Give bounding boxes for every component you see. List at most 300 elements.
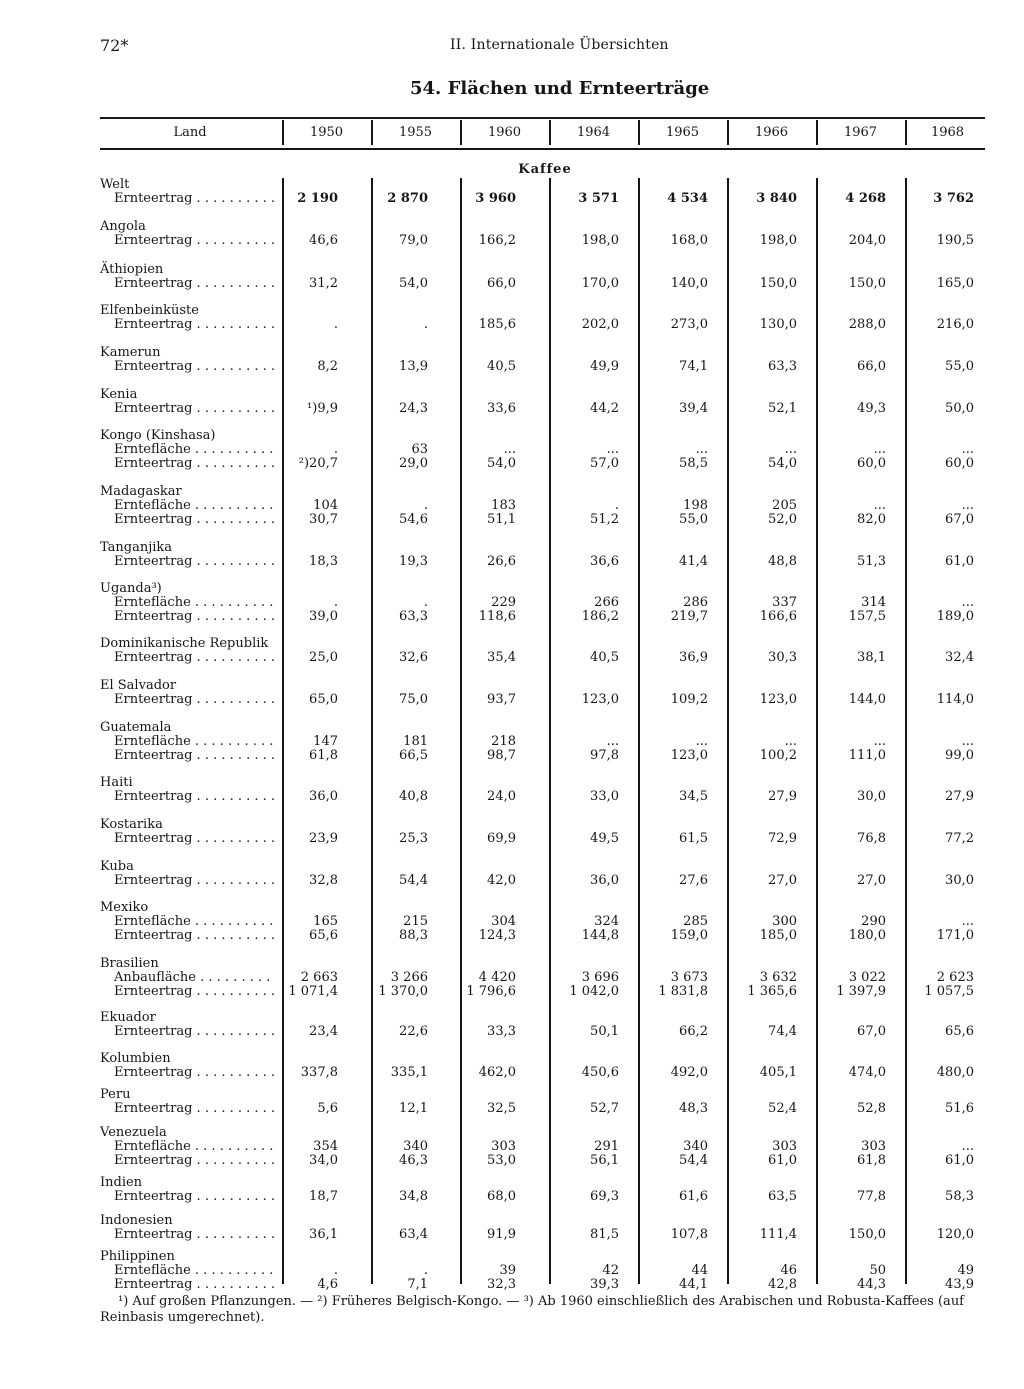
page-number: 72* [100, 36, 129, 55]
header-column-separator [371, 120, 373, 145]
country-name: Tanganjika [100, 540, 173, 555]
table-cell: 52,7 [590, 1101, 619, 1116]
measure-label [114, 735, 274, 749]
table-cell: 300 [772, 914, 797, 929]
table-cell: 1 796,6 [466, 984, 516, 999]
table-cell: 39,4 [679, 401, 708, 416]
country-name: Welt [100, 177, 130, 192]
table-cell: 288,0 [848, 317, 886, 332]
table-cell: 63,5 [768, 1189, 797, 1204]
table-cell: 165 [313, 914, 338, 929]
table-cell: 340 [403, 1139, 428, 1154]
header-column-separator [905, 120, 907, 145]
table-cell: 44,3 [857, 1277, 886, 1292]
table-cell: 66,0 [487, 276, 516, 291]
table-cell: ... [961, 442, 974, 457]
table-cell: 1 057,5 [924, 984, 974, 999]
table-cell: 354 [313, 1139, 338, 1154]
table-cell: 202,0 [581, 317, 619, 332]
table-cell: 79,0 [399, 233, 428, 248]
table-cell: 1 397,9 [836, 984, 886, 999]
body-column-separator [905, 178, 907, 1284]
country-name: Angola [100, 219, 146, 234]
table-cell: ... [695, 734, 708, 749]
table-cell: ... [784, 734, 797, 749]
table-cell: 36,0 [590, 873, 619, 888]
table-cell: 22,6 [399, 1024, 428, 1039]
table-cell: 303 [861, 1139, 886, 1154]
table-cell: 1 071,4 [288, 984, 338, 999]
country-name: Kongo (Kinshasa) [100, 428, 216, 443]
measure-label-text: Ernteertrag [114, 513, 193, 527]
table-cell: 57,0 [590, 456, 619, 471]
header-column-separator [460, 120, 462, 145]
measure-label [114, 1228, 274, 1242]
table-cell: 1 365,6 [747, 984, 797, 999]
table-cell: 30,7 [309, 512, 338, 527]
table-cell: 304 [491, 914, 516, 929]
column-header-year: 1967 [843, 125, 878, 140]
table-cell: 150,0 [759, 276, 797, 291]
table-cell: 36,6 [590, 554, 619, 569]
table-cell: 8,2 [317, 359, 338, 374]
table-cell: 337 [772, 595, 797, 610]
measure-label [114, 402, 274, 416]
table-cell: 52,1 [768, 401, 797, 416]
table-cell: 109,2 [670, 692, 708, 707]
table-cell: 48,8 [768, 554, 797, 569]
table-cell: ... [784, 442, 797, 457]
section-title: II. Internationale Übersichten [450, 37, 669, 53]
table-cell: ... [503, 442, 516, 457]
measure-label [114, 915, 274, 929]
body-column-separator [371, 178, 373, 1284]
body-column-separator [727, 178, 729, 1284]
table-cell: 462,0 [478, 1065, 516, 1080]
country-name: Brasilien [100, 956, 159, 971]
table-top-rule [100, 117, 985, 119]
table-cell: . [333, 1263, 338, 1278]
table-cell: 25,3 [399, 831, 428, 846]
table-cell: 29,0 [399, 456, 428, 471]
table-cell: 65,6 [309, 928, 338, 943]
table-cell: 34,5 [679, 789, 708, 804]
table-cell: ... [873, 498, 886, 513]
table-cell: 74,1 [679, 359, 708, 374]
column-header-land: Land [173, 125, 207, 140]
table-cell: 2 190 [297, 191, 338, 206]
table-cell: 40,5 [487, 359, 516, 374]
table-cell: 55,0 [945, 359, 974, 374]
table-cell: 39,3 [590, 1277, 619, 1292]
table-cell: 53,0 [487, 1153, 516, 1168]
table-cell: 218 [491, 734, 516, 749]
measure-label-text: Ernteertrag [114, 832, 193, 846]
table-cell: 3 266 [390, 970, 428, 985]
table-cell: 33,0 [590, 789, 619, 804]
table-cell: 168,0 [670, 233, 708, 248]
table-cell: 82,0 [857, 512, 886, 527]
table-cell: 3 696 [581, 970, 619, 985]
country-name: Venezuela [100, 1125, 167, 1140]
table-cell: 157,5 [848, 609, 886, 624]
table-cell: 144,8 [581, 928, 619, 943]
measure-label-text: Ernteertrag [114, 192, 193, 206]
table-cell: 205 [772, 498, 797, 513]
measure-label-text: Ernteertrag [114, 874, 193, 888]
table-cell: 41,4 [679, 554, 708, 569]
table-cell: 49,9 [590, 359, 619, 374]
table-cell: 61,0 [945, 1153, 974, 1168]
table-cell: 30,0 [857, 789, 886, 804]
table-cell: 180,0 [848, 928, 886, 943]
table-cell: 123,0 [670, 748, 708, 763]
header-column-separator [549, 120, 551, 145]
table-cell: 1 831,8 [658, 984, 708, 999]
table-cell: 23,9 [309, 831, 338, 846]
table-cell: ... [873, 442, 886, 457]
table-cell: 166,2 [478, 233, 516, 248]
column-header-year: 1964 [576, 125, 611, 140]
measure-label [114, 985, 274, 999]
body-column-separator [816, 178, 818, 1284]
table-cell: 181 [403, 734, 428, 749]
table-cell: 75,0 [399, 692, 428, 707]
table-cell: 27,9 [768, 789, 797, 804]
table-cell: 42,8 [768, 1277, 797, 1292]
country-name: Ekuador [100, 1010, 156, 1025]
table-cell: . [333, 317, 338, 332]
table-cell: 104 [313, 498, 338, 513]
table-cell: 49,3 [857, 401, 886, 416]
measure-label-text: Ernteertrag [114, 1190, 193, 1204]
table-cell: 97,8 [590, 748, 619, 763]
measure-label-text: Ernteertrag [114, 277, 193, 291]
table-cell: 7,1 [407, 1277, 428, 1292]
country-name: Kamerun [100, 345, 161, 360]
table-cell: 77,8 [857, 1189, 886, 1204]
measure-label [114, 318, 274, 332]
table-cell: 2 663 [300, 970, 338, 985]
table-cell: 324 [594, 914, 619, 929]
measure-label-text: Erntefläche [114, 596, 191, 610]
table-cell: 46,3 [399, 1153, 428, 1168]
table-cell: ²)20,7 [298, 456, 338, 471]
measure-label-text: Erntefläche [114, 915, 191, 929]
table-cell: 54,6 [399, 512, 428, 527]
table-cell: 480,0 [936, 1065, 974, 1080]
table-cell: 111,4 [759, 1227, 797, 1242]
table-cell: 123,0 [759, 692, 797, 707]
column-header-year: 1968 [930, 125, 965, 140]
table-cell: 3 840 [756, 191, 797, 206]
table-cell: 61,8 [857, 1153, 886, 1168]
country-name: Indien [100, 1175, 143, 1190]
header-column-separator [282, 120, 284, 145]
table-cell: ... [873, 734, 886, 749]
table-cell: 186,2 [581, 609, 619, 624]
table-cell: 3 762 [933, 191, 974, 206]
table-cell: 66,0 [857, 359, 886, 374]
table-cell: 56,1 [590, 1153, 619, 1168]
table-cell: 2 623 [936, 970, 974, 985]
table-cell: 74,4 [768, 1024, 797, 1039]
table-cell: 100,2 [759, 748, 797, 763]
table-cell: 42 [602, 1263, 619, 1278]
table-cell: 1 370,0 [378, 984, 428, 999]
table-cell: 32,5 [487, 1101, 516, 1116]
table-cell: 77,2 [945, 831, 974, 846]
country-name: Madagaskar [100, 484, 182, 499]
table-cell: 60,0 [857, 456, 886, 471]
table-cell: 107,8 [670, 1227, 708, 1242]
table-cell: 26,6 [487, 554, 516, 569]
table-cell: 340 [683, 1139, 708, 1154]
measure-label-text: Ernteertrag [114, 1278, 193, 1292]
table-cell: ... [961, 595, 974, 610]
header-column-separator [638, 120, 640, 145]
table-cell: . [423, 1263, 428, 1278]
table-cell: 189,0 [936, 609, 974, 624]
body-column-separator [282, 178, 284, 1284]
measure-label [114, 457, 274, 471]
table-cell: 34,0 [309, 1153, 338, 1168]
measure-label [114, 277, 274, 291]
table-cell: ... [606, 442, 619, 457]
table-cell: 61,8 [309, 748, 338, 763]
measure-label-text: Ernteertrag [114, 1154, 193, 1168]
table-cell: 72,9 [768, 831, 797, 846]
table-cell: 291 [594, 1139, 619, 1154]
table-cell: 198,0 [581, 233, 619, 248]
table-cell: 63,3 [768, 359, 797, 374]
table-cell: 124,3 [478, 928, 516, 943]
table-cell: 60,0 [945, 456, 974, 471]
table-cell: 273,0 [670, 317, 708, 332]
table-cell: 66,2 [679, 1024, 708, 1039]
table-cell: ... [961, 498, 974, 513]
table-cell: 5,6 [317, 1101, 338, 1116]
table-cell: 25,0 [309, 650, 338, 665]
measure-label [114, 1190, 274, 1204]
table-cell: 44,1 [679, 1277, 708, 1292]
measure-label-text: Ernteertrag [114, 1025, 193, 1039]
column-header-year: 1965 [665, 125, 700, 140]
table-cell: 50 [869, 1263, 886, 1278]
table-cell: 58,3 [945, 1189, 974, 1204]
table-cell: 65,0 [309, 692, 338, 707]
table-cell: 61,0 [945, 554, 974, 569]
table-cell: 67,0 [945, 512, 974, 527]
measure-label-text: Ernteertrag [114, 693, 193, 707]
measure-label-text: Ernteertrag [114, 790, 193, 804]
table-cell: 63,4 [399, 1227, 428, 1242]
measure-label [114, 555, 274, 569]
table-cell: 69,9 [487, 831, 516, 846]
table-cell: 216,0 [936, 317, 974, 332]
table-cell: . [333, 595, 338, 610]
measure-label [114, 360, 274, 374]
measure-label [114, 1264, 274, 1278]
table-cell: 68,0 [487, 1189, 516, 1204]
table-cell: 171,0 [936, 928, 974, 943]
table-cell: 13,9 [399, 359, 428, 374]
measure-label-text: Ernteertrag [114, 457, 193, 471]
measure-label-text: Anbaufläche [114, 971, 196, 985]
table-cell: 190,5 [936, 233, 974, 248]
table-cell: 114,0 [936, 692, 974, 707]
table-cell: 285 [683, 914, 708, 929]
table-cell: 12,1 [399, 1101, 428, 1116]
country-name: Uganda³) [100, 581, 162, 596]
measure-label [114, 596, 274, 610]
table-cell: 166,6 [759, 609, 797, 624]
measure-label [114, 234, 274, 248]
table-cell: . [614, 498, 619, 513]
table-cell: 4 420 [478, 970, 516, 985]
table-cell: 40,8 [399, 789, 428, 804]
measure-label-text: Ernteertrag [114, 234, 193, 248]
table-cell: 111,0 [848, 748, 886, 763]
table-cell: 30,0 [945, 873, 974, 888]
table-cell: 54,4 [399, 873, 428, 888]
measure-label-text: Erntefläche [114, 443, 191, 457]
table-cell: 165,0 [936, 276, 974, 291]
body-column-separator [638, 178, 640, 1284]
body-column-separator [460, 178, 462, 1284]
table-cell: 18,7 [309, 1189, 338, 1204]
table-cell: 405,1 [759, 1065, 797, 1080]
table-cell: 55,0 [679, 512, 708, 527]
table-cell: 54,4 [679, 1153, 708, 1168]
table-cell: 19,3 [399, 554, 428, 569]
table-cell: ... [961, 734, 974, 749]
measure-label-text: Ernteertrag [114, 318, 193, 332]
table-cell: 150,0 [848, 1227, 886, 1242]
measure-label-text: Erntefläche [114, 735, 191, 749]
table-cell: 144,0 [848, 692, 886, 707]
measure-label-text: Ernteertrag [114, 1066, 193, 1080]
table-cell: 32,6 [399, 650, 428, 665]
table-cell: 2 870 [387, 191, 428, 206]
table-cell: 43,9 [945, 1277, 974, 1292]
table-cell: 32,8 [309, 873, 338, 888]
table-cell: 91,9 [487, 1227, 516, 1242]
table-cell: 93,7 [487, 692, 516, 707]
table-cell: 24,0 [487, 789, 516, 804]
country-name: Haiti [100, 775, 133, 790]
table-cell: 65,6 [945, 1024, 974, 1039]
table-cell: 120,0 [936, 1227, 974, 1242]
table-cell: 3 673 [670, 970, 708, 985]
country-name: Kenia [100, 387, 138, 402]
country-name: Philippinen [100, 1249, 175, 1264]
table-cell: 335,1 [390, 1065, 428, 1080]
table-cell: 38,1 [857, 650, 886, 665]
table-cell: 33,3 [487, 1024, 516, 1039]
table-cell: 40,5 [590, 650, 619, 665]
table-cell: ... [961, 1139, 974, 1154]
table-cell: 39,0 [309, 609, 338, 624]
table-cell: 66,5 [399, 748, 428, 763]
table-cell: 170,0 [581, 276, 619, 291]
country-name: Peru [100, 1087, 131, 1102]
table-cell: 42,0 [487, 873, 516, 888]
table-cell: 266 [594, 595, 619, 610]
table-cell: 185,6 [478, 317, 516, 332]
table-cell: 4,6 [317, 1277, 338, 1292]
measure-label [114, 192, 274, 206]
table-cell: 61,5 [679, 831, 708, 846]
table-cell: 18,3 [309, 554, 338, 569]
table-cell: 61,0 [768, 1153, 797, 1168]
table-cell: 118,6 [478, 609, 516, 624]
table-cell: 140,0 [670, 276, 708, 291]
table-cell: 1 042,0 [569, 984, 619, 999]
table-cell: 474,0 [848, 1065, 886, 1080]
measure-label [114, 1154, 274, 1168]
table-cell: ... [961, 914, 974, 929]
table-cell: 286 [683, 595, 708, 610]
table-cell: 81,5 [590, 1227, 619, 1242]
table-cell: 32,4 [945, 650, 974, 665]
table-cell: 27,9 [945, 789, 974, 804]
measure-label [114, 874, 274, 888]
table-cell: 50,1 [590, 1024, 619, 1039]
table-cell: 198,0 [759, 233, 797, 248]
table-header-rule [100, 148, 985, 150]
measure-label [114, 1025, 274, 1039]
table-cell: 123,0 [581, 692, 619, 707]
measure-label-text: Ernteertrag [114, 929, 193, 943]
table-cell: 219,7 [670, 609, 708, 624]
table-cell: 52,4 [768, 1101, 797, 1116]
measure-label-text: Ernteertrag [114, 985, 193, 999]
country-name: Kuba [100, 859, 134, 874]
table-cell: 27,0 [857, 873, 886, 888]
table-cell: ... [695, 442, 708, 457]
measure-label [114, 832, 274, 846]
table-cell: . [423, 595, 428, 610]
country-name: Guatemala [100, 720, 172, 735]
measure-label [114, 513, 274, 527]
measure-label [114, 1278, 274, 1292]
table-cell: 314 [861, 595, 886, 610]
table-cell: 27,6 [679, 873, 708, 888]
table-cell: . [333, 442, 338, 457]
table-cell: 34,8 [399, 1189, 428, 1204]
table-cell: 76,8 [857, 831, 886, 846]
measure-label-text: Erntefläche [114, 1140, 191, 1154]
table-cell: 303 [491, 1139, 516, 1154]
table-cell: 51,3 [857, 554, 886, 569]
column-header-year: 1950 [309, 125, 344, 140]
table-cell: 58,5 [679, 456, 708, 471]
table-cell: 63,3 [399, 609, 428, 624]
table-cell: 130,0 [759, 317, 797, 332]
measure-label [114, 651, 274, 665]
table-cell: 4 534 [667, 191, 708, 206]
table-cell: 51,2 [590, 512, 619, 527]
table-cell: 36,0 [309, 789, 338, 804]
country-name: Mexiko [100, 900, 149, 915]
country-name: Kostarika [100, 817, 163, 832]
table-cell: 51,6 [945, 1101, 974, 1116]
table-cell: 39 [499, 1263, 516, 1278]
table-cell: 337,8 [300, 1065, 338, 1080]
header-column-separator [816, 120, 818, 145]
table-cell: 46 [780, 1263, 797, 1278]
